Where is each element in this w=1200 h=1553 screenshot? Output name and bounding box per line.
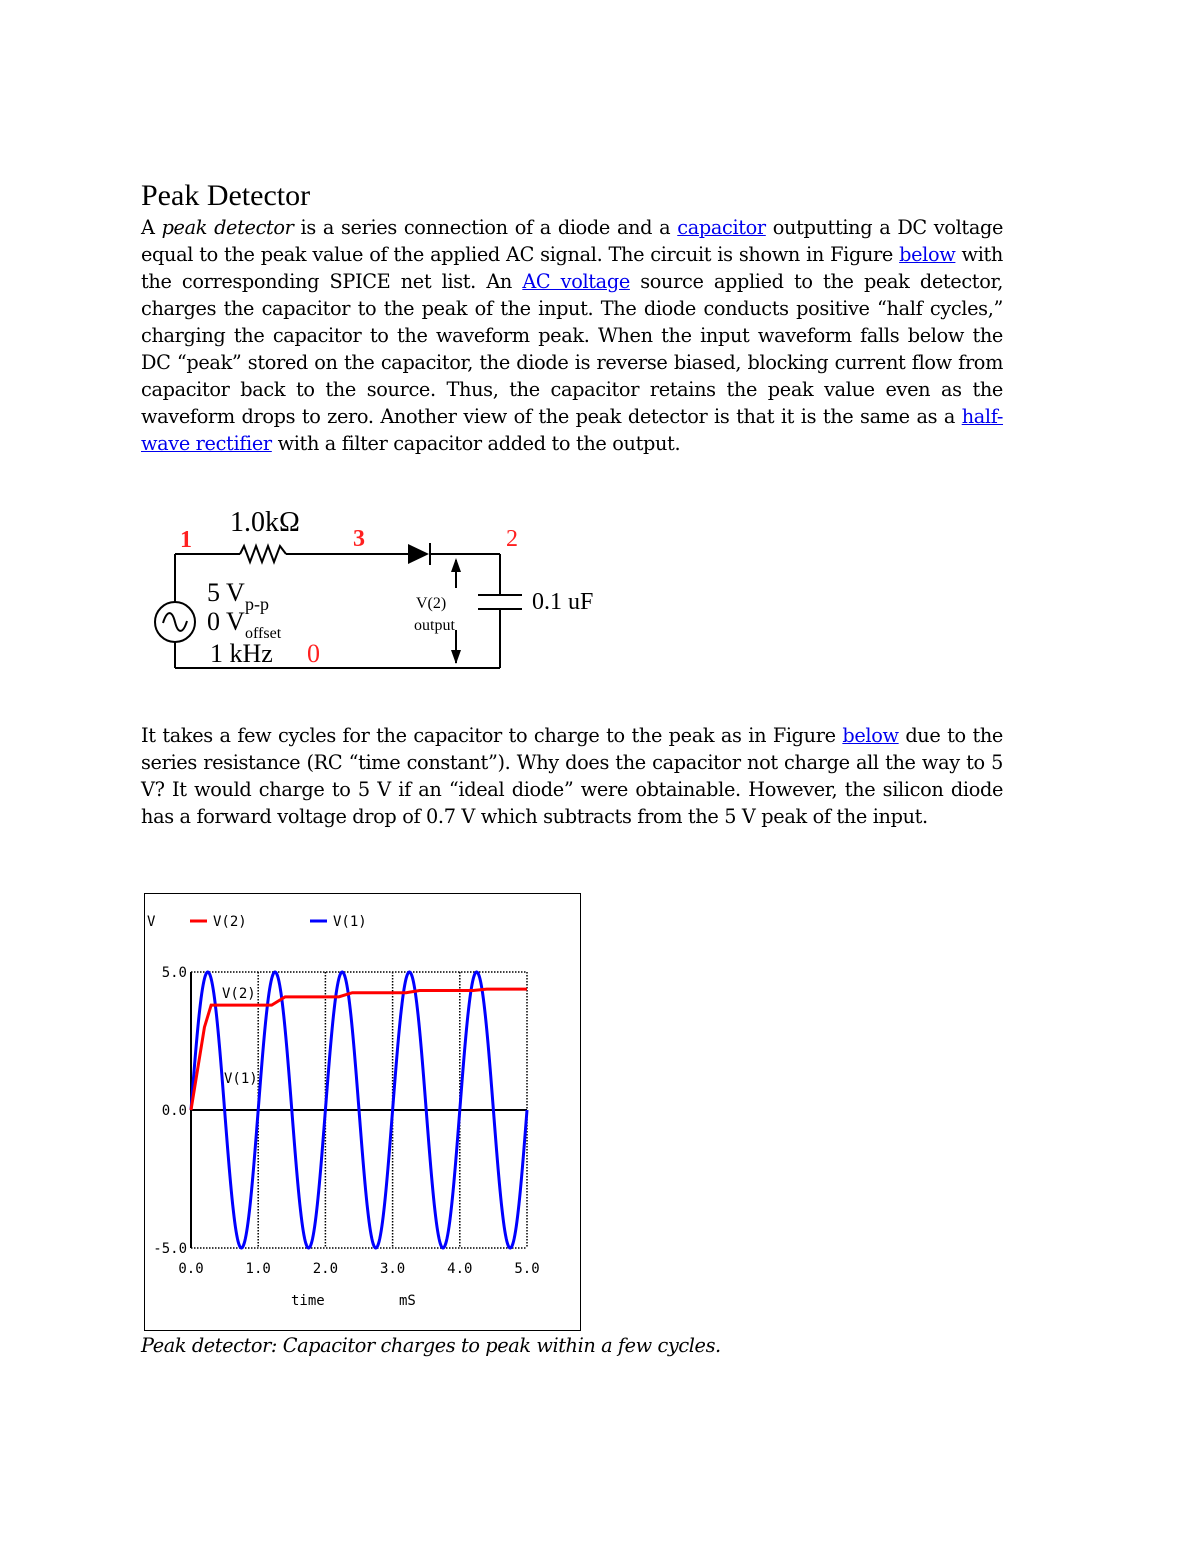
legend-label-v2: V(2) bbox=[213, 914, 247, 930]
x-tick-label: 3.0 bbox=[379, 1261, 406, 1277]
y-tick-label: 0.0 bbox=[161, 1103, 187, 1119]
text-segment: with a filter capacitor added to the output. bbox=[271, 432, 681, 455]
x-tick-label: 2.0 bbox=[312, 1261, 339, 1277]
annotation-v2: V(2) bbox=[222, 986, 256, 1002]
source-frequency: 1 kHz bbox=[210, 639, 273, 668]
source-amplitude: 5 V bbox=[207, 578, 245, 607]
node-label-3: 3 bbox=[353, 526, 365, 552]
node-label-1: 1 bbox=[180, 527, 192, 553]
resistor-value: 1.0kΩ bbox=[230, 507, 300, 538]
y-axis-label: V bbox=[147, 914, 156, 930]
x-axis-unit: mS bbox=[399, 1293, 416, 1309]
italic-term: peak detector bbox=[161, 216, 294, 239]
node-label-0: 0 bbox=[307, 639, 320, 668]
x-tick-label: 0.0 bbox=[178, 1261, 204, 1277]
link-below-figure-1[interactable]: below bbox=[899, 243, 956, 266]
source-offset: 0 V bbox=[207, 607, 245, 636]
text-segment: is a series connection of a diode and a bbox=[293, 216, 678, 239]
waveform-chart-svg bbox=[145, 894, 580, 1330]
link-half-wave-rectifier[interactable]: half-wave rectifier bbox=[141, 405, 1003, 455]
text-segment: outputting a DC voltage equal to the peak value of the applied AC signal. The circuit is shown in Figure bbox=[141, 216, 1004, 266]
link-ac-voltage[interactable]: AC voltage bbox=[522, 270, 630, 293]
node-label-2: 2 bbox=[506, 526, 518, 552]
source-offset-subscript: offset bbox=[245, 625, 282, 642]
text-segment: with the corresponding SPICE net list. An bbox=[141, 243, 1003, 293]
capacitor-value: 0.1 uF bbox=[532, 589, 594, 615]
paragraph-charging bbox=[141, 722, 1003, 830]
paragraph-intro bbox=[141, 214, 1003, 457]
x-tick-label: 1.0 bbox=[245, 1261, 271, 1277]
x-axis-label: time bbox=[291, 1293, 325, 1309]
legend-label-v1: V(1) bbox=[333, 914, 367, 930]
page-title: Peak Detector bbox=[141, 179, 311, 212]
annotation-v1: V(1) bbox=[224, 1071, 258, 1087]
link-below-figure-2[interactable]: below bbox=[842, 724, 899, 747]
output-voltage-label: V(2) bbox=[416, 595, 447, 612]
peak-detector-schematic bbox=[140, 498, 620, 678]
x-tick-label: 5.0 bbox=[514, 1261, 540, 1277]
text-segment: source applied to the peak detector, charges the capacitor to the peak of the input. The diode conducts positive “half cycles,” charging the capacitor to the waveform peak. When the input waveform falls below the DC “peak” stored on the capacitor, the diode is reverse biased, blocking current flow from capacitor back to the source. Thus, the capacitor retains the peak value even as the waveform drops to zero. Another view of the peak detector is that it is the same as a bbox=[141, 270, 1003, 428]
waveform-chart bbox=[144, 893, 581, 1331]
text-segment: A bbox=[141, 216, 162, 239]
y-tick-label: 5.0 bbox=[161, 965, 187, 981]
text-segment: It takes a few cycles for the capacitor to charge to the peak as in Figure bbox=[141, 724, 843, 747]
x-tick-label: 4.0 bbox=[447, 1261, 473, 1277]
y-tick-label: -5.0 bbox=[153, 1241, 187, 1257]
source-amplitude-subscript: p-p bbox=[245, 594, 269, 614]
figure-caption: Peak detector: Capacitor charges to peak within a few cycles. bbox=[141, 1334, 721, 1357]
text-segment: due to the series resistance (RC “time constant”). Why does the capacitor not charge all the way to 5 V? It would charge to 5 V if an “ideal diode” were obtainable. However, the silicon diode has a forward voltage drop of 0.7 V which subtracts from the 5 V peak of the input. bbox=[141, 724, 1003, 828]
link-capacitor[interactable]: capacitor bbox=[677, 216, 766, 239]
output-label: output bbox=[414, 617, 455, 634]
